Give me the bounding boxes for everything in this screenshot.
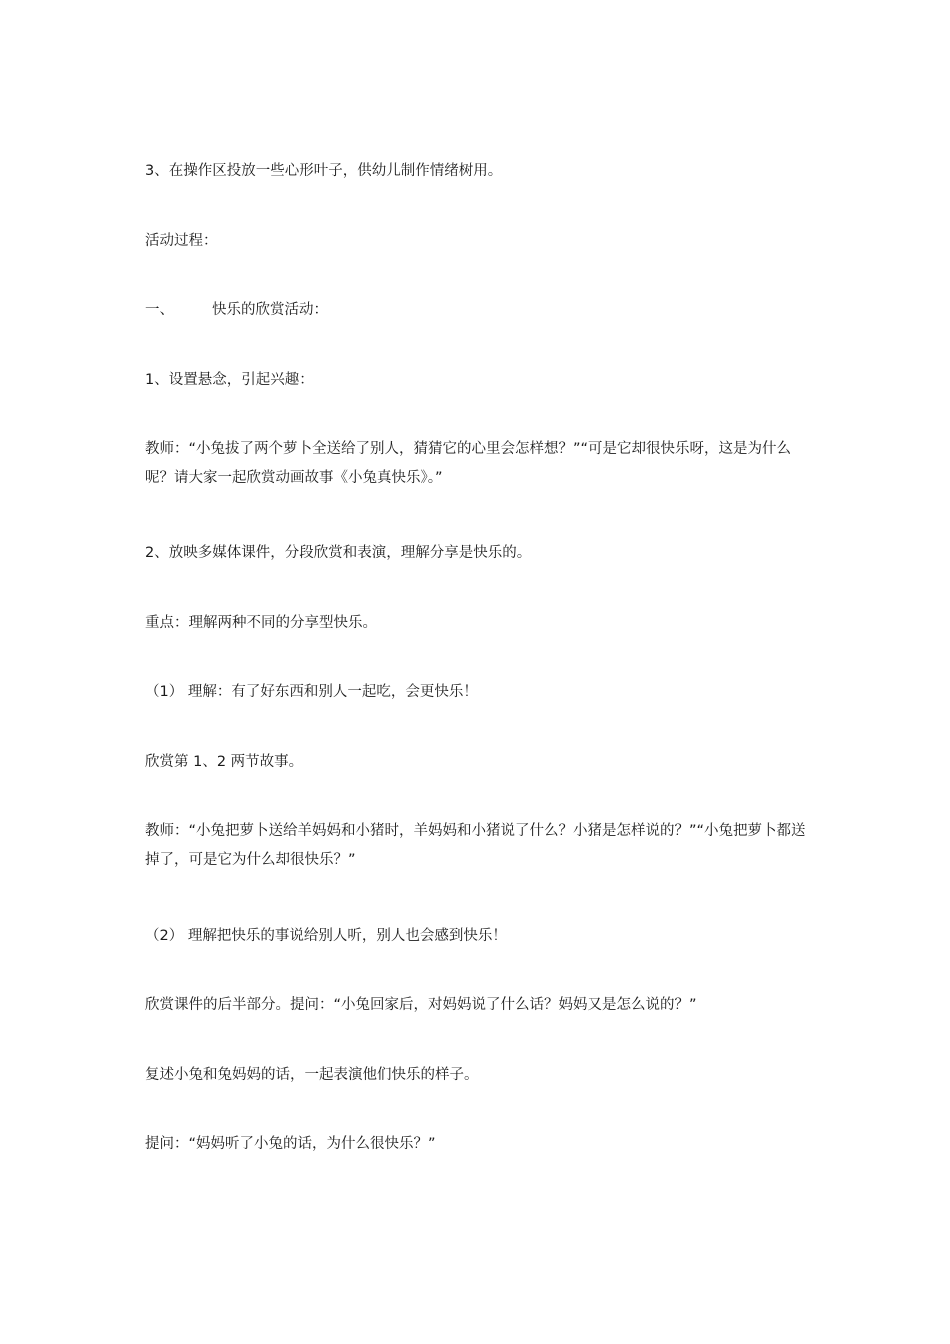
appreciate-sections: 欣赏第 1、2 两节故事。	[145, 754, 304, 770]
section-heading-1	[145, 296, 813, 325]
question-mother-happy: 提问：“妈妈听了小兔的话，为什么很快乐？”	[145, 1136, 436, 1152]
retell-and-perform: 复述小兔和兔妈妈的话，一起表演他们快乐的样子。	[145, 1067, 479, 1083]
step-2-heading: 2、放映多媒体课件，分段欣赏和表演，理解分享是快乐的。	[145, 545, 532, 561]
sub-point-1: （1） 理解：有了好东西和别人一起吃，会更快乐！	[145, 684, 478, 700]
step-1-heading: 1、设置悬念，引起兴趣：	[145, 372, 314, 388]
teacher-dialogue-2: 教师：“小兔把萝卜送给羊妈妈和小猪时，羊妈妈和小猪说了什么？小猪是怎样说的？”“小兔把萝卜都送掉了，可是它为什么却很快乐？”	[145, 823, 806, 868]
teacher-dialogue-1: 教师：“小兔拔了两个萝卜全送给了别人，猜猜它的心里会怎样想？”“可是它却很快乐呀，这是为什么呢？请大家一起欣赏动画故事《小兔真快乐》。”	[145, 441, 792, 486]
sub-point-2: （2） 理解把快乐的事说给别人听，别人也会感到快乐！	[145, 928, 507, 944]
appreciate-second-half: 欣赏课件的后半部分。提问：“小兔回家后，对妈妈说了什么话？妈妈又是怎么说的？”	[145, 997, 697, 1013]
section-number: 一、	[145, 302, 174, 318]
key-point: 重点：理解两种不同的分享型快乐。	[145, 615, 377, 631]
heading-activity-process: 活动过程：	[145, 233, 218, 249]
section-title: 快乐的欣赏活动：	[212, 302, 328, 318]
paragraph-materials-3: 3、在操作区投放一些心形叶子，供幼儿制作情绪树用。	[145, 163, 503, 179]
